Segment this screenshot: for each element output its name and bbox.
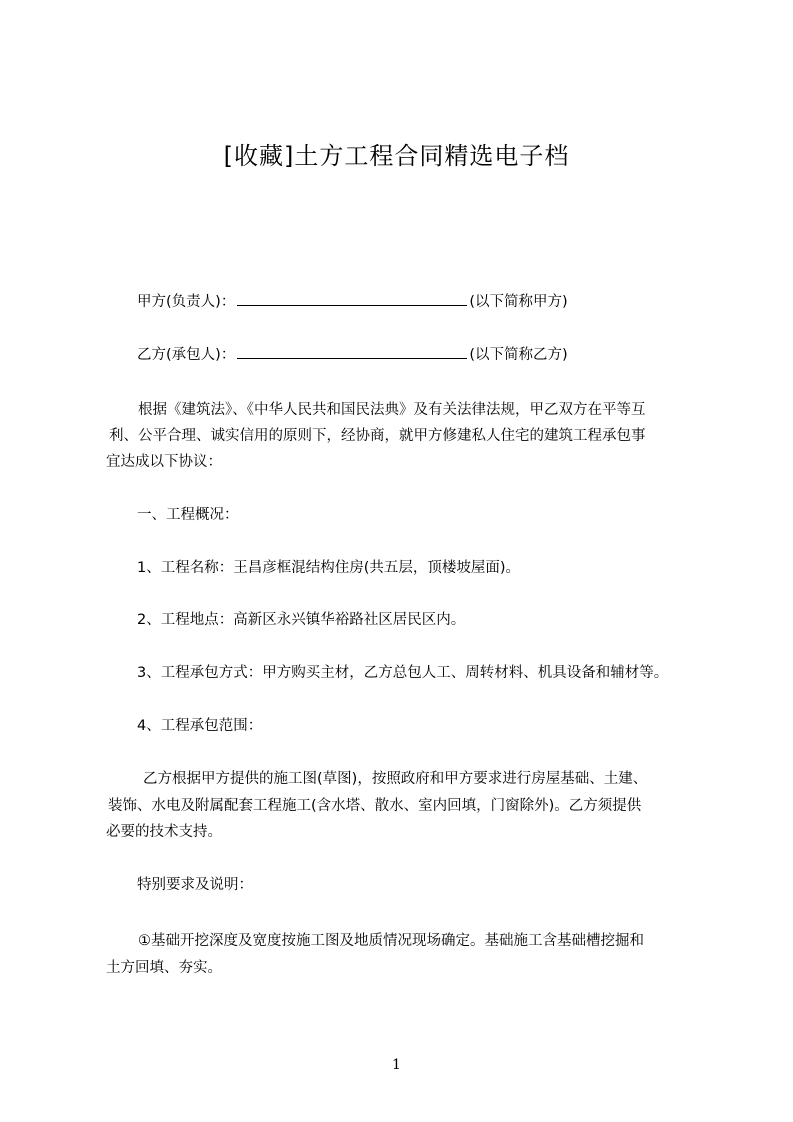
item-3: 3、工程承包方式：甲方购买主材，乙方总包人工、周转材料、机具设备和辅材等。 [137,665,669,681]
party-a-suffix: (以下简称甲方) [469,294,568,310]
special-1-line-2: 土方回填、夯实。 [106,960,222,976]
intro-line-3: 宜达成以下协议： [106,454,222,470]
scope-line-2: 装饰、水电及附属配套工程施工(含水塔、散水、室内回填，门窗除外)。乙方须提供 [108,798,642,814]
special-1-line-1: ①基础开挖深度及宽度按施工图及地质情况现场确定。基础施工含基础槽挖掘和 [138,933,644,949]
item-1: 1、工程名称：王昌彦框混结构住房(共五层，顶楼坡屋面)。 [137,560,521,576]
scope-line-1: 乙方根据甲方提供的施工图(草图)，按照政府和甲方要求进行房屋基础、土建、 [143,771,648,787]
party-b-label: 乙方(承包人)： [137,347,236,363]
section1-heading: 一、工程概况： [137,507,239,523]
scope-line-3: 必要的技术支持。 [106,824,222,840]
party-a-line [137,291,568,312]
page-number: 1 [392,1057,401,1073]
party-b-line [137,344,568,365]
intro-line-2: 利、公平合理、诚实信用的原则下，经协商，就甲方修建私人住宅的建筑工程承包事 [109,428,646,444]
party-a-label: 甲方(负责人)： [137,294,236,310]
party-a-blank [237,291,467,306]
intro-line-1: 根据《建筑法》、《中华人民共和国民法典》及有关法律法规，甲乙双方在平等互 [138,402,646,418]
item-2: 2、工程地点：高新区永兴镇华裕路社区居民区内。 [137,612,466,628]
special-heading: 特别要求及说明： [137,877,253,893]
party-b-suffix: (以下简称乙方) [469,347,568,363]
item-4: 4、工程承包范围： [137,718,263,734]
party-b-blank [237,344,467,359]
document-title: [收藏]土方工程合同精选电子档 [223,142,570,170]
